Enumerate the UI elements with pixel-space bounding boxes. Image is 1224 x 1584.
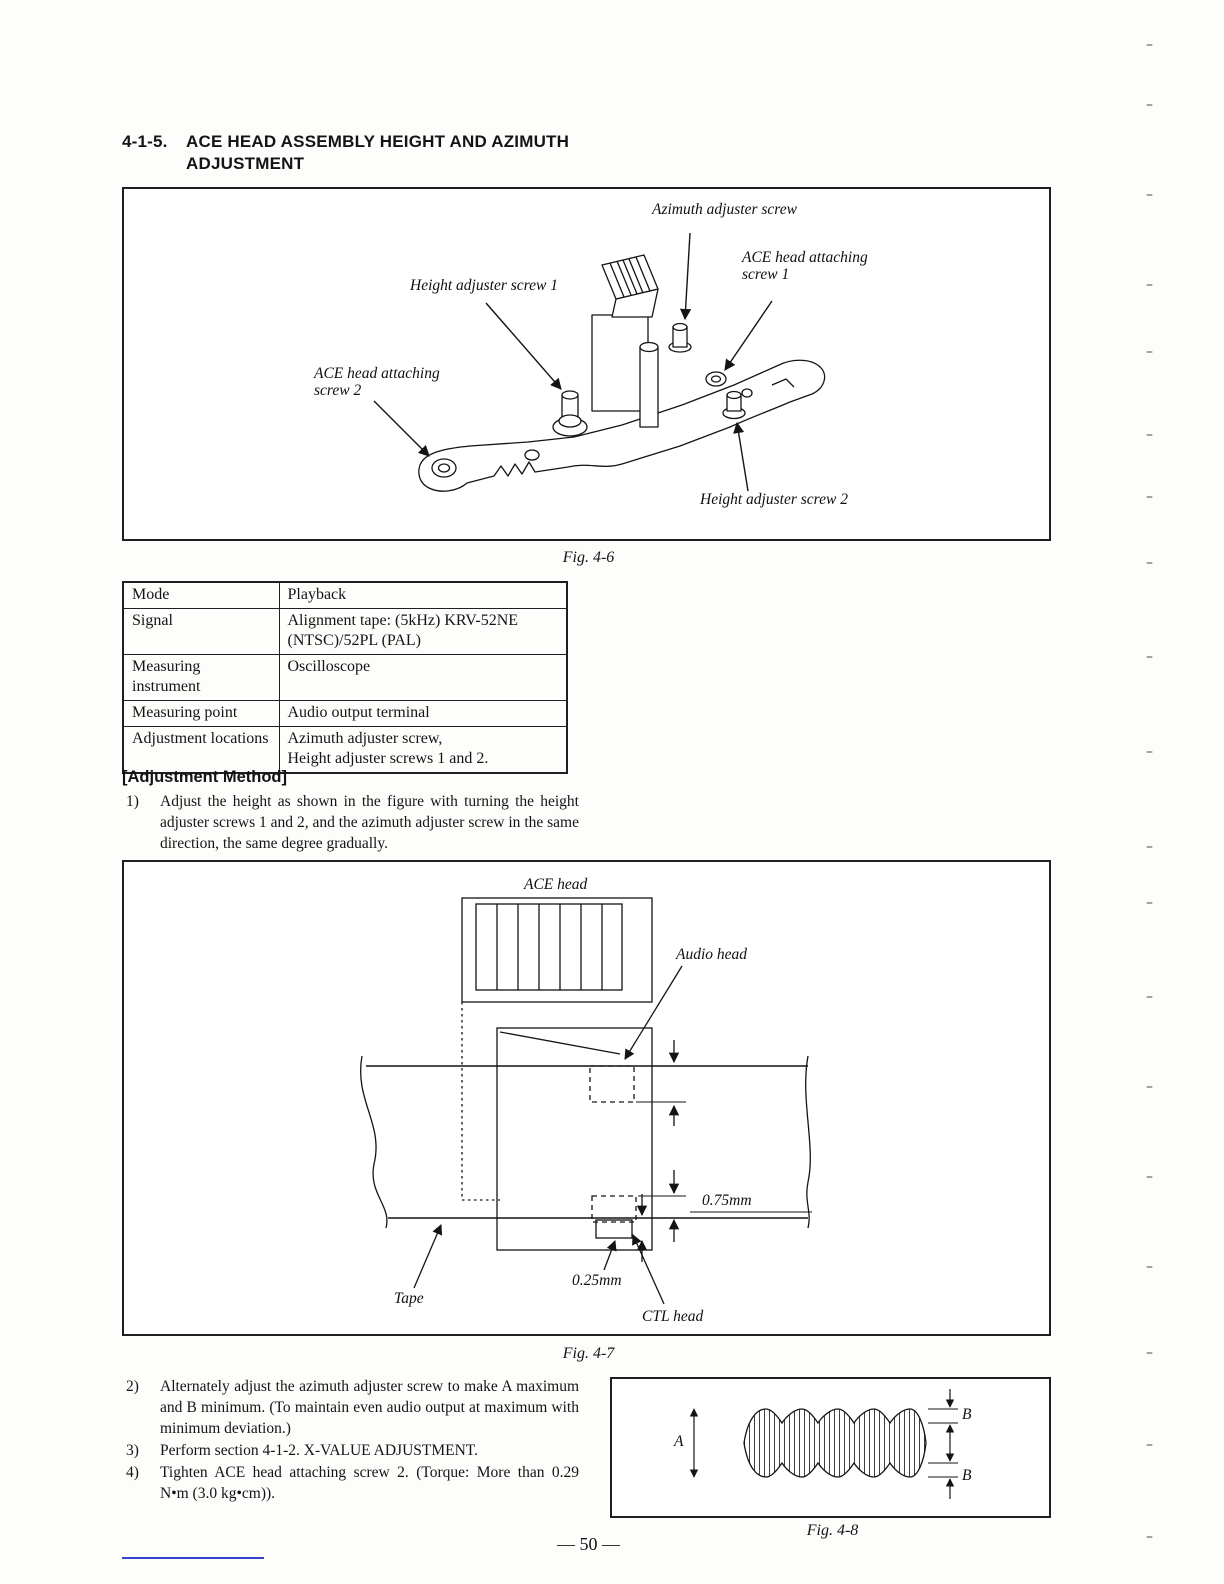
step-text: Tighten ACE head attaching screw 2. (Torque: More than 0.29 N•m (3.0 kg•cm)). [160, 1464, 579, 1502]
ace-screw2-label-line1: ACE head attaching [314, 365, 440, 382]
section-number: 4-1-5. [122, 132, 168, 151]
dim-025mm-label: 0.25mm [572, 1272, 622, 1289]
scan-margin-mark: – [1146, 187, 1153, 203]
tape-label: Tape [394, 1290, 424, 1307]
dim-b-bottom-label: B [962, 1467, 972, 1484]
ace-head-label: ACE head [524, 876, 588, 893]
step-number: 4) [126, 1464, 139, 1481]
scan-margin-mark: – [1146, 649, 1153, 665]
height-screw2-label: Height adjuster screw 2 [700, 491, 848, 508]
fig46-caption: Fig. 4-6 [562, 549, 615, 566]
adjustment-step-3 [124, 1440, 579, 1461]
dim-b-top-label: B [962, 1406, 972, 1423]
fig48-box [610, 1377, 1051, 1518]
spec-value: Oscilloscope [279, 655, 567, 701]
scan-margin-mark: – [1146, 1259, 1153, 1275]
step-number: 3) [126, 1442, 139, 1459]
scan-margin-mark: – [1146, 277, 1153, 293]
dim-075mm-label: 0.75mm [702, 1192, 752, 1209]
fig46-box [122, 187, 1051, 541]
adjustment-step-2 [124, 1376, 579, 1439]
ctl-head-label: CTL head [642, 1308, 704, 1325]
adjustment-step-1 [124, 791, 579, 854]
spec-value: Alignment tape: (5kHz) KRV-52NE (NTSC)/52PL (PAL) [279, 609, 567, 655]
step-text: Perform section 4-1-2. X-VALUE ADJUSTMENT. [160, 1442, 478, 1459]
ace-screw2-label-line2: screw 2 [314, 382, 362, 399]
ace-screw1-label [742, 249, 868, 283]
table-row [123, 727, 567, 774]
scan-margin-mark: – [1146, 489, 1153, 505]
scan-margin-mark: – [1146, 895, 1153, 911]
scan-margin-mark: – [1146, 1079, 1153, 1095]
spec-label: Signal [123, 609, 279, 655]
dim-a-label: A [674, 1433, 684, 1450]
scan-margin-mark: – [1146, 989, 1153, 1005]
table-row [123, 582, 567, 609]
spec-label: Measuring point [123, 701, 279, 727]
height-screw1-label: Height adjuster screw 1 [410, 277, 558, 294]
head-tape-diagram [124, 862, 1053, 1338]
fig47-leader-arrows [414, 966, 682, 1304]
footer-rule [122, 1557, 264, 1559]
ace-screw1-label-line2: screw 1 [742, 266, 790, 283]
section-title [186, 131, 569, 175]
spec-label: Mode [123, 582, 279, 609]
step-number: 2) [126, 1378, 139, 1395]
fig47-box [122, 860, 1051, 1336]
azimuth-screw-label: Azimuth adjuster screw [652, 201, 797, 218]
spec-label: Measuring instrument [123, 655, 279, 701]
scan-margin-mark: – [1146, 97, 1153, 113]
spec-value: Azimuth adjuster screw, Height adjuster screws 1 and 2. [279, 727, 567, 774]
section-heading [122, 131, 569, 175]
step-text: Adjust the height as shown in the figure with turning the height adjuster screws 1 and 2, and the azimuth adjuster screw in the same direction, the same degree gradually. [160, 793, 579, 852]
ace-screw2-label [314, 365, 440, 399]
fig48-caption: Fig. 4-8 [806, 1522, 859, 1539]
scan-margin-mark: – [1146, 1169, 1153, 1185]
spec-table [122, 581, 568, 774]
scan-margin-mark: – [1146, 744, 1153, 760]
fig47-caption: Fig. 4-7 [562, 1345, 615, 1362]
table-row [123, 655, 567, 701]
step-text: Alternately adjust the azimuth adjuster screw to make A maximum and B minimum. (To maintain even audio output at maximum with minimum deviation.) [160, 1378, 579, 1437]
method-steps-bottom [124, 1376, 579, 1505]
spec-value: Playback [279, 582, 567, 609]
scan-margin-mark: – [1146, 344, 1153, 360]
ace-head-assembly-drawing [124, 189, 1053, 543]
scan-margin-mark: – [1146, 555, 1153, 571]
scan-margin-mark: – [1146, 1529, 1153, 1545]
spec-value: Audio output terminal [279, 701, 567, 727]
section-title-line2: ADJUSTMENT [186, 154, 305, 173]
scan-margin-mark: – [1146, 1437, 1153, 1453]
scan-margin-mark: – [1146, 427, 1153, 443]
spec-label: Adjustment locations [123, 727, 279, 774]
adjustment-step-4 [124, 1462, 579, 1504]
method-steps-top [124, 791, 579, 855]
section-title-line1: ACE HEAD ASSEMBLY HEIGHT AND AZIMUTH [186, 132, 570, 151]
method-heading: [Adjustment Method] [122, 768, 287, 786]
step-number: 1) [126, 793, 139, 810]
waveform-envelope [744, 1409, 926, 1477]
scan-margin-mark: – [1146, 1345, 1153, 1361]
page-number: — 50 — [557, 1534, 620, 1554]
scan-margin-mark: – [1146, 839, 1153, 855]
audio-head-label: Audio head [676, 946, 748, 963]
table-row [123, 701, 567, 727]
ace-screw1-label-line1: ACE head attaching [742, 249, 868, 266]
table-row [123, 609, 567, 655]
scan-margin-mark: – [1146, 37, 1153, 53]
